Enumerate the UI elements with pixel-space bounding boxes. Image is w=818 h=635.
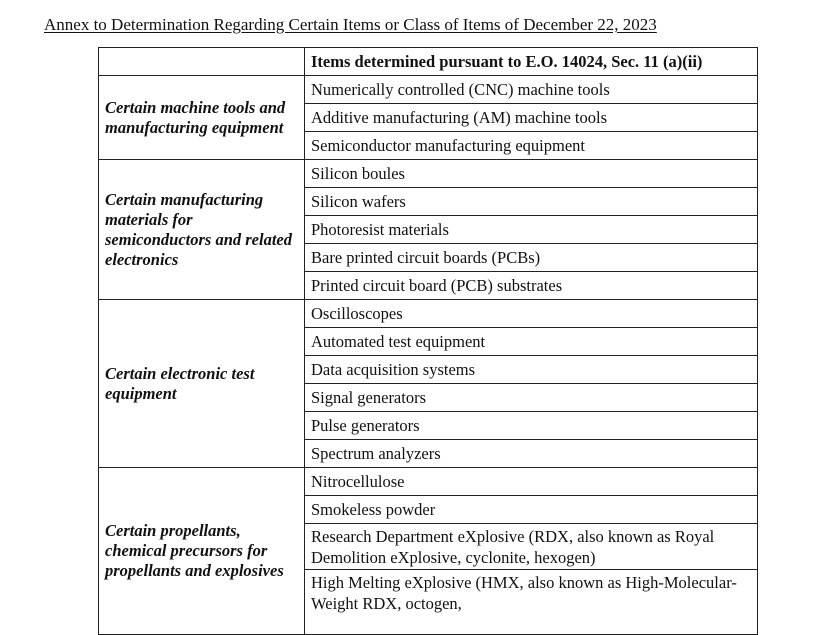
category-cell: Certain manufacturing materials for semiconductors and related electronics — [99, 160, 305, 300]
category-cell: Certain propellants, chemical precursors for propellants and explosives — [99, 468, 305, 635]
item-cell: Pulse generators — [305, 412, 758, 440]
item-cell: Data acquisition systems — [305, 356, 758, 384]
item-cell: Smokeless powder — [305, 496, 758, 524]
table-row — [99, 300, 758, 328]
item-cell: Automated test equipment — [305, 328, 758, 356]
table-row — [99, 76, 758, 104]
item-cell: High Melting eXplosive (HMX, also known as High-Molecular-Weight RDX, octogen, — [305, 570, 758, 635]
item-cell: Bare printed circuit boards (PCBs) — [305, 244, 758, 272]
table-row — [99, 468, 758, 496]
category-cell: Certain machine tools and manufacturing equipment — [99, 76, 305, 160]
item-cell: Nitrocellulose — [305, 468, 758, 496]
category-cell: Certain electronic test equipment — [99, 300, 305, 468]
item-cell: Silicon wafers — [305, 188, 758, 216]
item-cell: Semiconductor manufacturing equipment — [305, 132, 758, 160]
item-cell: Photoresist materials — [305, 216, 758, 244]
column-header: Items determined pursuant to E.O. 14024, Sec. 11 (a)(ii) — [305, 48, 758, 76]
corner-header-cell — [99, 48, 305, 76]
item-cell: Research Department eXplosive (RDX, also known as Royal Demolition eXplosive, cyclonite, hexogen) — [305, 524, 758, 570]
table-row — [99, 160, 758, 188]
table-header-row — [99, 48, 758, 76]
item-cell: Additive manufacturing (AM) machine tools — [305, 104, 758, 132]
item-cell: Spectrum analyzers — [305, 440, 758, 468]
document-title: Annex to Determination Regarding Certain Items or Class of Items of December 22, 2023 — [44, 15, 657, 34]
item-cell: Printed circuit board (PCB) substrates — [305, 272, 758, 300]
item-cell: Signal generators — [305, 384, 758, 412]
items-table — [98, 47, 758, 635]
item-cell: Numerically controlled (CNC) machine tools — [305, 76, 758, 104]
item-cell: Oscilloscopes — [305, 300, 758, 328]
item-cell: Silicon boules — [305, 160, 758, 188]
